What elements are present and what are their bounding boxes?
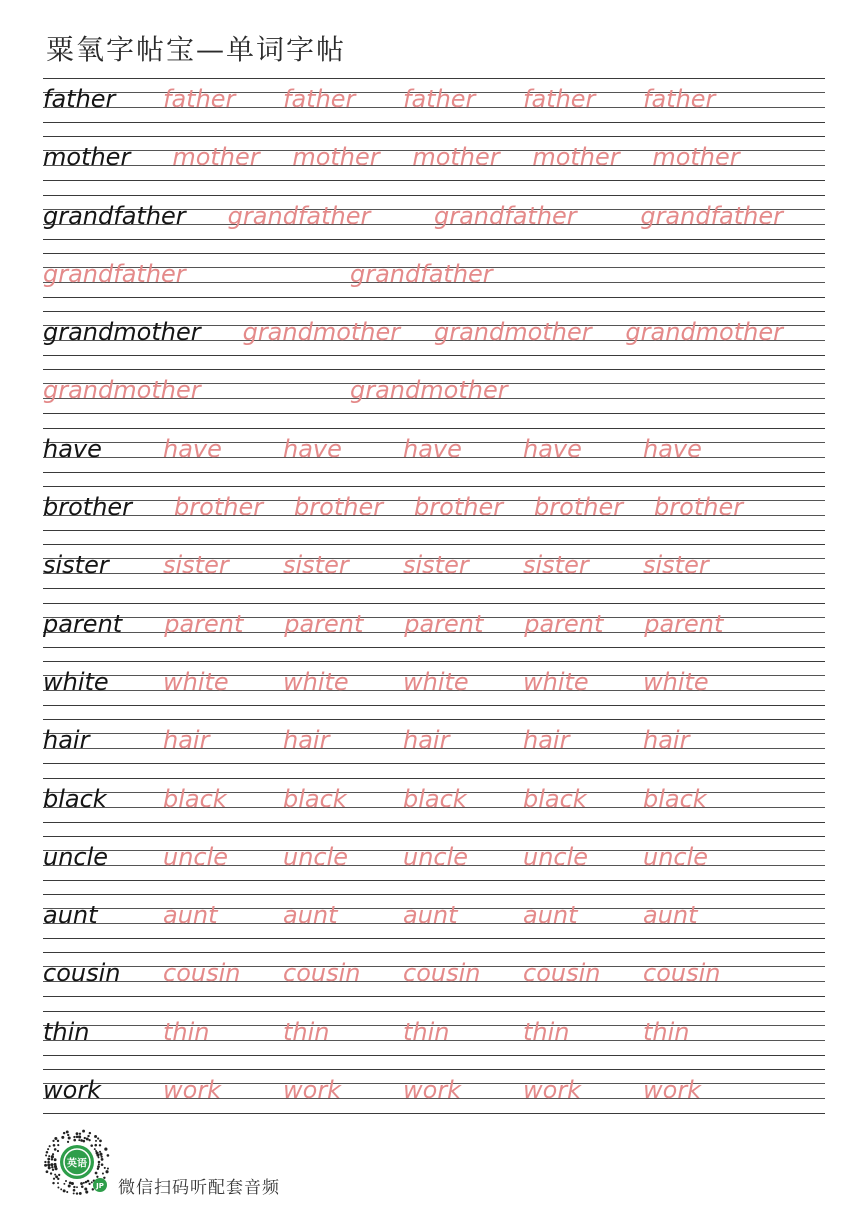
guide-line (43, 122, 825, 123)
trace-word: grandmother (350, 376, 508, 405)
practice-row (43, 253, 825, 311)
model-word: cousin (43, 959, 121, 988)
guide-line (43, 1055, 825, 1056)
practice-row (43, 603, 825, 661)
audio-hint: 微信扫码听配套音频 (118, 1178, 280, 1198)
guide-line (43, 369, 825, 370)
practice-row (43, 661, 825, 719)
trace-word: mother (292, 143, 380, 172)
trace-word: father (163, 85, 236, 113)
practice-row (43, 78, 825, 136)
model-word: brother (43, 493, 133, 522)
trace-word: work (403, 1076, 462, 1105)
trace-word: mother (172, 143, 260, 172)
guide-line (43, 530, 825, 531)
guide-line (43, 938, 825, 939)
guide-line (43, 603, 825, 604)
trace-word: brother (654, 493, 744, 522)
guide-line (43, 297, 825, 298)
trace-word: father (643, 85, 716, 113)
guide-line (43, 894, 825, 895)
trace-word: uncle (403, 842, 469, 871)
guide-line (43, 822, 825, 823)
guide-line (43, 705, 825, 706)
trace-word: mother (532, 143, 620, 172)
trace-word: grandmother (434, 318, 592, 347)
model-word: have (43, 434, 102, 463)
trace-word: uncle (643, 842, 709, 871)
model-word: father (43, 85, 116, 113)
practice-row (43, 369, 825, 427)
trace-word: black (523, 784, 587, 813)
guide-line (43, 647, 825, 648)
guide-line (43, 996, 825, 997)
trace-word: thin (403, 1017, 450, 1046)
guide-line (43, 486, 825, 487)
trace-word: aunt (283, 901, 338, 930)
trace-word: aunt (403, 901, 458, 930)
trace-word: uncle (163, 842, 229, 871)
trace-word: work (163, 1076, 222, 1105)
trace-word: parent (284, 609, 364, 638)
model-word: aunt (43, 901, 98, 930)
trace-word: have (163, 434, 222, 463)
trace-word: grandfather (227, 201, 371, 230)
trace-word: mother (412, 143, 500, 172)
trace-word: black (283, 784, 347, 813)
practice-row (43, 195, 825, 253)
trace-word: cousin (643, 959, 721, 988)
guide-line (43, 428, 825, 429)
trace-word: thin (523, 1017, 570, 1046)
trace-word: sister (643, 551, 709, 580)
trace-word: white (283, 667, 349, 696)
trace-word: have (643, 434, 702, 463)
trace-word: sister (523, 551, 589, 580)
guide-line (43, 880, 825, 881)
guide-line (43, 253, 825, 254)
trace-word: hair (643, 726, 690, 755)
trace-word: hair (403, 726, 450, 755)
model-word: thin (43, 1017, 90, 1046)
trace-word: black (403, 784, 467, 813)
trace-word: white (163, 667, 229, 696)
practice-row (43, 428, 825, 486)
model-word: mother (43, 143, 131, 172)
trace-word: black (163, 784, 227, 813)
guide-line (43, 719, 825, 720)
trace-word: parent (164, 609, 244, 638)
guide-line (43, 1069, 825, 1070)
guide-line (43, 413, 825, 414)
trace-word: brother (174, 493, 264, 522)
trace-word: uncle (523, 842, 589, 871)
trace-word: hair (163, 726, 210, 755)
model-word: grandfather (43, 201, 186, 230)
guide-line (43, 78, 825, 79)
trace-word: grandfather (640, 201, 783, 230)
guide-line (43, 544, 825, 545)
practice-sheet (43, 78, 825, 1127)
trace-word: mother (652, 143, 740, 172)
trace-word: black (643, 784, 707, 813)
practice-row (43, 778, 825, 836)
practice-row (43, 486, 825, 544)
trace-word: father (523, 85, 596, 113)
model-word: work (43, 1076, 102, 1105)
trace-word: father (403, 85, 476, 113)
model-word: sister (43, 551, 109, 580)
trace-word: white (403, 667, 469, 696)
trace-word: father (283, 85, 356, 113)
guide-line (43, 311, 825, 312)
trace-word: brother (294, 493, 384, 522)
trace-word: grandfather (43, 259, 186, 288)
qr-badge-label: 英语 (67, 1158, 87, 1170)
footer (42, 1127, 442, 1197)
trace-word: have (403, 434, 462, 463)
model-word: white (43, 667, 109, 696)
trace-word: sister (283, 551, 349, 580)
guide-line (43, 472, 825, 473)
guide-line (43, 355, 825, 356)
trace-word: sister (403, 551, 469, 580)
model-word: hair (43, 726, 90, 755)
practice-row (43, 894, 825, 952)
trace-word: grandmother (242, 318, 401, 347)
trace-word: grandfather (434, 201, 577, 230)
trace-word: parent (524, 609, 604, 638)
guide-line (43, 763, 825, 764)
guide-line (43, 1011, 825, 1012)
qr-code-icon[interactable] (42, 1127, 112, 1197)
trace-word: brother (534, 493, 624, 522)
trace-word: grandfather (350, 259, 493, 288)
trace-word: cousin (283, 959, 361, 988)
practice-row (43, 136, 825, 194)
trace-word: have (283, 434, 342, 463)
trace-word: thin (163, 1017, 210, 1046)
trace-word: parent (404, 609, 484, 638)
guide-line (43, 588, 825, 589)
practice-row (43, 952, 825, 1010)
practice-row (43, 311, 825, 369)
trace-word: white (643, 667, 709, 696)
trace-word: cousin (403, 959, 481, 988)
trace-word: cousin (163, 959, 241, 988)
guide-line (43, 778, 825, 779)
model-word: uncle (43, 842, 109, 871)
trace-word: work (643, 1076, 702, 1105)
trace-word: aunt (643, 901, 698, 930)
guide-line (43, 180, 825, 181)
practice-row (43, 836, 825, 894)
guide-line (43, 952, 825, 953)
trace-word: uncle (283, 842, 349, 871)
trace-word: work (523, 1076, 582, 1105)
trace-word: have (523, 434, 582, 463)
trace-word: brother (414, 493, 504, 522)
guide-line (43, 836, 825, 837)
model-word: grandmother (43, 318, 201, 347)
trace-word: white (523, 667, 589, 696)
page-title: 粟氧字帖宝—单词字帖 (46, 33, 347, 66)
guide-line (43, 239, 825, 240)
trace-word: thin (643, 1017, 690, 1046)
trace-word: grandmother (43, 376, 201, 405)
guide-line (43, 136, 825, 137)
practice-row (43, 719, 825, 777)
trace-word: parent (644, 609, 724, 638)
model-word: black (43, 784, 107, 813)
model-word: parent (43, 609, 123, 638)
trace-word: work (283, 1076, 342, 1105)
trace-word: thin (283, 1017, 330, 1046)
trace-word: hair (283, 726, 330, 755)
practice-row (43, 1011, 825, 1069)
trace-word: aunt (163, 901, 218, 930)
guide-line (43, 661, 825, 662)
guide-line (43, 195, 825, 196)
trace-word: aunt (523, 901, 578, 930)
trace-word: sister (163, 551, 229, 580)
trace-word: hair (523, 726, 570, 755)
practice-row (43, 1069, 825, 1127)
practice-row (43, 544, 825, 602)
qr-corner-label: JP (96, 1182, 104, 1190)
trace-word: cousin (523, 959, 601, 988)
trace-word: grandmother (625, 318, 783, 347)
guide-line (43, 1113, 825, 1114)
